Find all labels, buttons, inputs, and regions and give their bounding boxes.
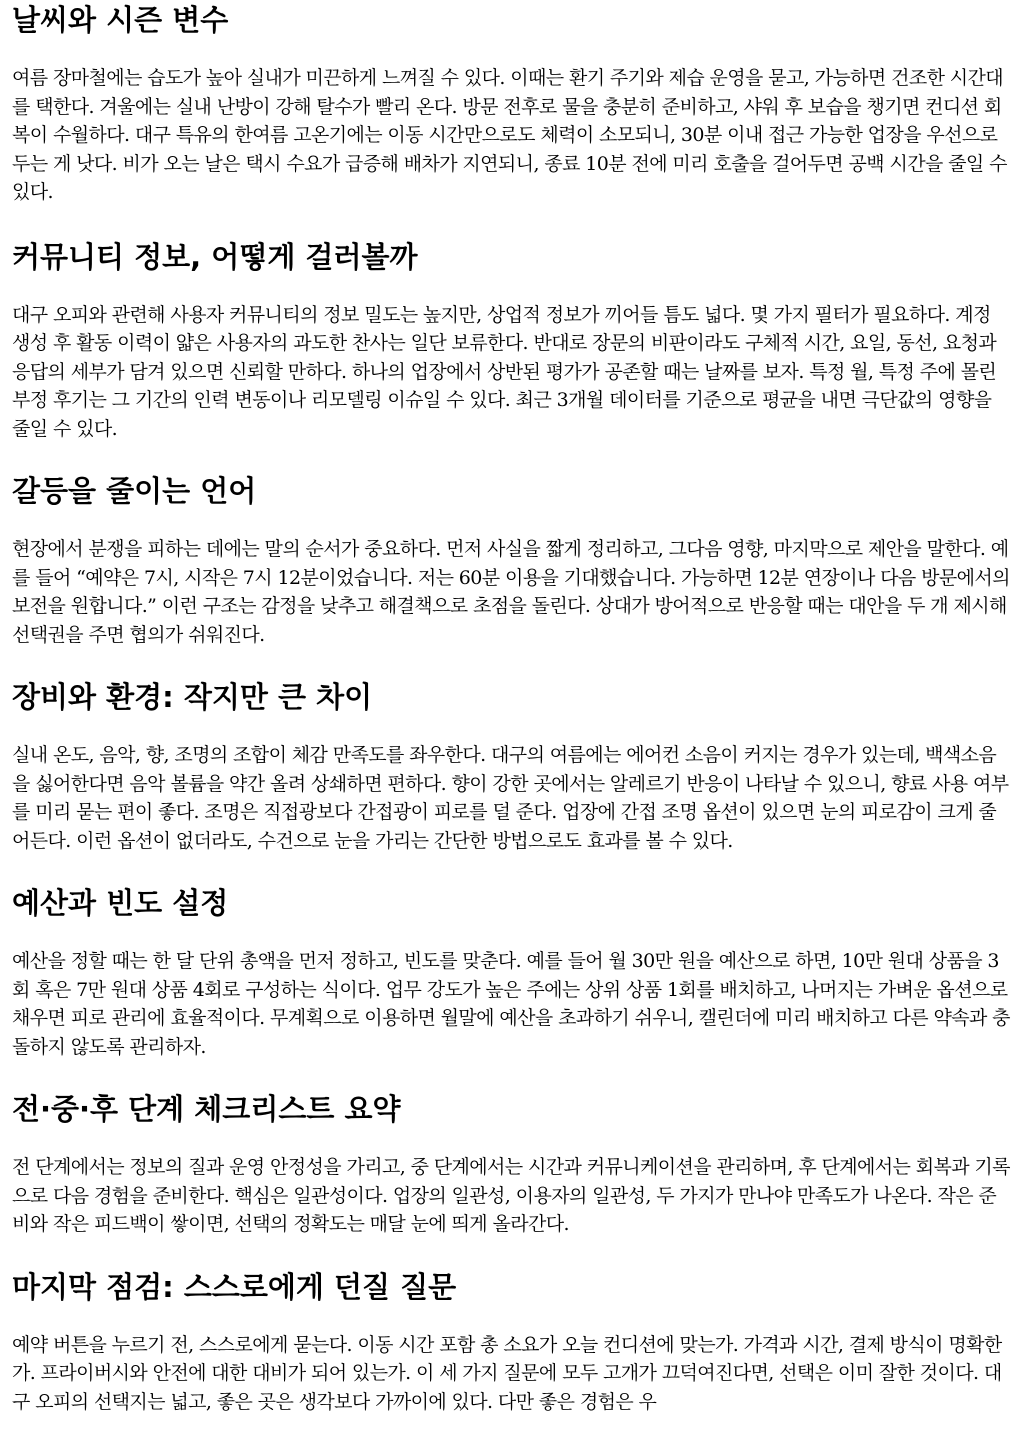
section-body: 대구 오피와 관련해 사용자 커뮤니티의 정보 밀도는 높지만, 상업적 정보가 끼어들 틈도 넓다. 몇 가지 필터가 필요하다. 계정 생성 후 활동 이력이 얇은 사용자의 과도한 찬사는 일단 보류한다. 반대로 장문의 비판이라도 구체적 시간, 요일, 동선, 요청과 응답의 세부가 담겨 있으면 신뢰할 만하다. 하나의 업장에서 상반된 평가가 공존할 때는 날짜를 보자. 특정 월, 특정 주에 몰린 부정 후기는 그 기간의 인력 변동이나 리모델링 이슈일 수 있다. 최근 3개월 데이터를 기준으로 평균을 내면 극단값의 영향을 줄일 수 있다. bbox=[12, 303, 997, 440]
section-weather bbox=[12, 0, 1012, 207]
section-body: 여름 장마철에는 습도가 높아 실내가 미끈하게 느껴질 수 있다. 이때는 환기 주기와 제습 운영을 묻고, 가능하면 건조한 시간대를 택한다. 겨울에는 실내 난방이 강해 탈수가 빨리 온다. 방문 전후로 물을 충분히 준비하고, 샤워 후 보습을 챙기면 컨디션 회복이 수월하다. 대구 특유의 한여름 고온기에는 이동 시간만으로도 체력이 소모되니, 30분 이내 접근 가능한 업장을 우선으로 두는 게 낫다. 비가 오는 날은 택시 수요가 급증해 배차가 지연되니, 종료 10분 전에 미리 호출을 걸어두면 공백 시간을 줄일 수 있다. bbox=[12, 67, 1007, 203]
section-environment bbox=[12, 679, 1012, 855]
section-language bbox=[12, 473, 1012, 649]
section-title: 날씨와 시즌 변수 bbox=[12, 3, 229, 37]
section-body: 실내 온도, 음악, 향, 조명의 조합이 체감 만족도를 좌우한다. 대구의 여름에는 에어컨 소음이 커지는 경우가 있는데, 백색소음을 싫어한다면 음악 볼륨을 약간 올려 상쇄하면 편하다. 향이 강한 곳에서는 알레르기 반응이 나타날 수 있으니, 향료 사용 여부를 미리 묻는 편이 좋다. 조명은 직접광보다 간접광이 피로를 덜 준다. 업장에 간접 조명 옵션이 있으면 눈의 피로감이 크게 줄어든다. 이런 옵션이 없더라도, 수건으로 눈을 가리는 간단한 방법으로도 효과를 볼 수 있다. bbox=[12, 744, 1009, 852]
section-body: 현장에서 분쟁을 피하는 데에는 말의 순서가 중요하다. 먼저 사실을 짧게 정리하고, 그다음 영향, 마지막으로 제안을 말한다. 예를 들어 “예약은 7시, 시작은 7시 12분이었습니다. 저는 60분 이용을 기대했습니다. 가능하면 12분 연장이나 다음 방문에서의 보전을 원합니다.” 이런 구조는 감정을 낮추고 해결책으로 초점을 돌린다. 상대가 방어적으로 반응할 때는 대안을 두 개 제시해 선택권을 주면 협의가 쉬워진다. bbox=[12, 538, 1010, 646]
section-body: 전 단계에서는 정보의 질과 운영 안정성을 가리고, 중 단계에서는 시간과 커뮤니케이션을 관리하며, 후 단계에서는 회복과 기록으로 다음 경험을 준비한다. 핵심은 일관성이다. 업장의 일관성, 이용자의 일관성, 두 가지가 만나야 만족도가 나온다. 작은 준비와 작은 피드백이 쌓이면, 선택의 정확도는 매달 눈에 띄게 올라간다. bbox=[12, 1156, 1010, 1235]
section-budget bbox=[12, 885, 1012, 1061]
section-title: 갈등을 줄이는 언어 bbox=[12, 474, 257, 508]
section-final-questions bbox=[12, 1269, 1012, 1417]
section-title: 장비와 환경: 작지만 큰 차이 bbox=[12, 680, 373, 714]
section-checklist bbox=[12, 1091, 1012, 1239]
section-title: 커뮤니티 정보, 어떻게 걸러볼까 bbox=[12, 239, 418, 274]
section-title: 전·중·후 단계 체크리스트 요약 bbox=[12, 1092, 401, 1126]
section-title: 예산과 빈도 설정 bbox=[12, 886, 229, 920]
section-title: 마지막 점검: 스스로에게 던질 질문 bbox=[12, 1269, 457, 1304]
section-community bbox=[12, 239, 1012, 444]
section-body: 예약 버튼을 누르기 전, 스스로에게 묻는다. 이동 시간 포함 총 소요가 오늘 컨디션에 맞는가. 가격과 시간, 결제 방식이 명확한가. 프라이버시와 안전에 대한 대비가 되어 있는가. 이 세 가지 질문에 모두 고개가 끄덕여진다면, 선택은 이미 잘한 것이다. 대구 오피의 선택지는 넓고, 좋은 곳은 생각보다 가까이에 있다. 다만 좋은 경험은 우 bbox=[12, 1333, 1002, 1413]
section-body: 예산을 정할 때는 한 달 단위 총액을 먼저 정하고, 빈도를 맞춘다. 예를 들어 월 30만 원을 예산으로 하면, 10만 원대 상품을 3회 혹은 7만 원대 상품 4회로 구성하는 식이다. 업무 강도가 높은 주에는 상위 상품 1회를 배치하고, 나머지는 가벼운 옵션으로 채우면 피로 관리에 효율적이다. 무계획으로 이용하면 월말에 예산을 초과하기 쉬우니, 캘린더에 미리 배치하고 다른 약속과 충돌하지 않도록 관리하자. bbox=[12, 950, 1010, 1058]
